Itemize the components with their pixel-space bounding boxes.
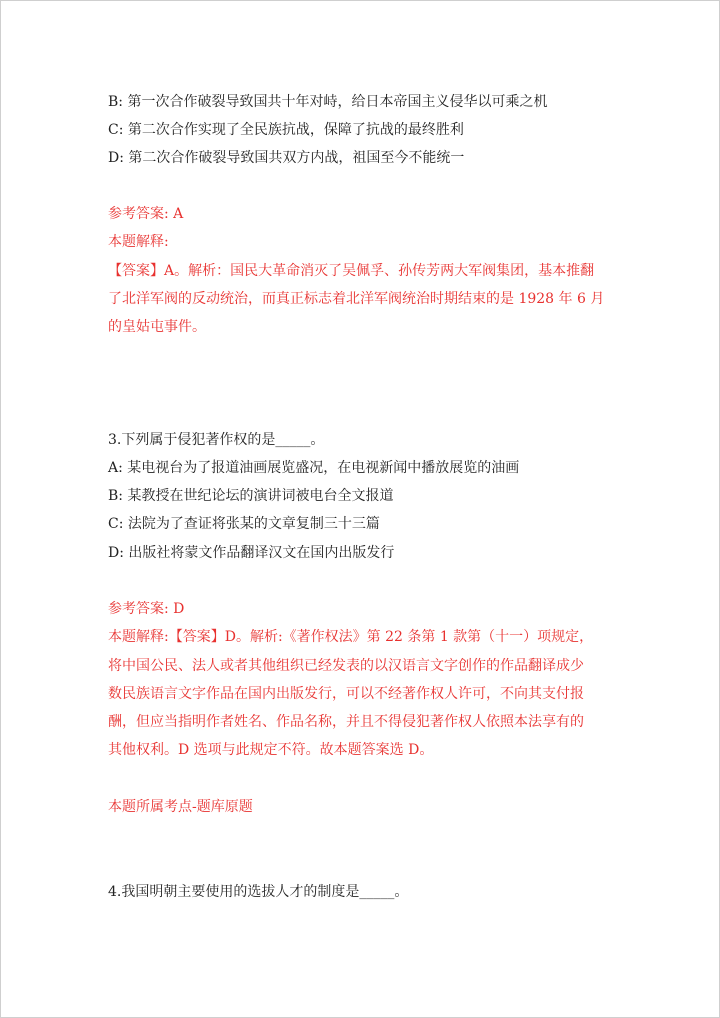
- q2-option-c: C: 第二次合作实现了全民族抗战，保障了抗战的最终胜利: [108, 122, 464, 138]
- q3-answer: 参考答案: D: [108, 601, 185, 617]
- q3-explanation-line-4: 酬，但应当指明作者姓名、作品名称，并且不得侵犯著作权人依照本法享有的: [108, 714, 584, 730]
- q3-question: 3.下列属于侵犯著作权的是_____。: [108, 432, 325, 448]
- q3-option-c: C: 法院为了查证将张某的文章复制三十三篇: [108, 516, 380, 532]
- q3-option-d: D: 出版社将蒙文作品翻译汉文在国内出版发行: [108, 545, 395, 561]
- q2-explanation-line-1: 【答案】A。解析：国民大革命消灭了吴佩孚、孙传芳两大军阀集团，基本推翻: [108, 263, 595, 279]
- q2-explanation-line-3: 的皇姑屯事件。: [108, 319, 206, 335]
- q4-question: 4.我国明朝主要使用的选拔人才的制度是_____。: [108, 884, 409, 900]
- q2-option-b: B: 第一次合作破裂导致国共十年对峙，给日本帝国主义侵华以可乘之机: [108, 94, 548, 110]
- q3-category: 本题所属考点-题库原题: [108, 799, 253, 815]
- q2-explanation-label: 本题解释:: [108, 234, 169, 250]
- q2-explanation-line-2: 了北洋军阀的反动统治，而真正标志着北洋军阀统治时期结束的是 1928 年 6 月: [108, 291, 605, 307]
- q3-option-a: A: 某电视台为了报道油画展览盛况，在电视新闻中播放展览的油画: [108, 460, 520, 476]
- q3-explanation-line-1: 本题解释:【答案】D。解析:《著作权法》第 22 条第 1 款第（十一）项规定，: [108, 629, 594, 645]
- q2-answer: 参考答案: A: [108, 206, 184, 222]
- q3-explanation-line-3: 数民族语言文字作品在国内出版发行，可以不经著作权人许可，不向其支付报: [108, 686, 584, 702]
- q3-option-b: B: 某教授在世纪论坛的演讲词被电台全文报道: [108, 488, 394, 504]
- q2-option-d: D: 第二次合作破裂导致国共双方内战，祖国至今不能统一: [108, 150, 465, 166]
- q3-explanation-line-2: 将中国公民、法人或者其他组织已经发表的以汉语言文字创作的作品翻译成少: [108, 658, 584, 674]
- q3-explanation-line-5: 其他权利。D 选项与此规定不符。故本题答案选 D。: [108, 742, 434, 758]
